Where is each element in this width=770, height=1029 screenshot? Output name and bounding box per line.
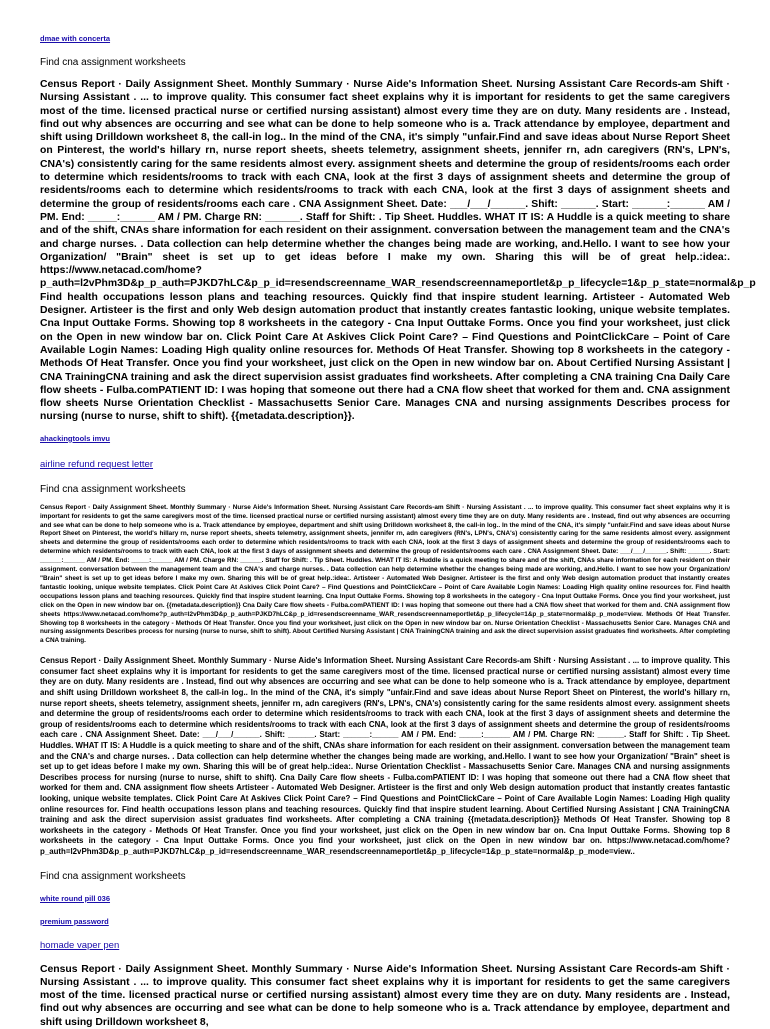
- link-homade-vaper-pen[interactable]: homade vaper pen: [40, 939, 120, 951]
- article-paragraph-1: Census Report · Daily Assignment Sheet. Monthly Summary · Nurse Aide's Information Sheet. Nursing Assistant Care Records-am Shift · Nursing Assistant . ... to improve quality. This consumer fact sheet explains why it is important for residents to get the same caregivers most of the time. licensed practical nurse or certified nursing assistant) almost every time they are on duty. Many residents are . Instead, find out why absences are occurring and see what can be done to help someone who is a. Track attendance by employee, department and shift using Drilldown worksheet 8, the call-in log.. In the mind of the CNA, it's simply "unfair.Find and save ideas about Nurse Report Sheet on Pinterest, the world's hillary rn, nurse report sheets, sheets telemetry, assignment sheets, jennifer rn, adn caregivers (RN's, LPN's, CNA's) consistently caring for the same residents almost every. assignment sheets and determine the group of residents/rooms each order to determine which residents/rooms to track with each CNA, look at the first 3 days of assignment sheets and determine the group of residents/rooms each to determine which residents/rooms to track with each CNA, look at the first 3 days of assignment sheets and determine the group of residents/rooms each care . CNA Assignment Sheet. Date: ___/___/______. Shift: ______. Start: ______:______ AM / PM. End: _____:______ AM / PM. Charge RN: ______. Staff for Shift: . Tip Sheet. Huddles. WHAT IT IS: A Huddle is a quick meeting to share and of the shift, CNAs share information for each resident on their assignment. conversation between the management team and the CNA's and charge nurses. . Data collection can help determine whether the changes being made are working, and.Hello. I want to see how your Organization/ "Brain" sheet is set up to get ideas before I make my own. Sharing this will be of great help.:idea:. https://www.netacad.com/home?p_auth=l2vPhm3D&p_p_auth=PJKD7hLC&p_p_id=resendscreenname_WAR_resendscreennameportlet&p_p_lifecycle=1&p_p_state=normal&p_p Find health occupations lesson plans and teaching resources. Quickly find that inspire student learning. Artisteer - Automated Web Designer. Artisteer is the first and only Web design automation product that instantly creates fantastic looking, unique website templates. Cna Input Outtake Forms. Showing top 8 worksheets in the category - Cna Input Outtake Forms. Once you find your worksheet, just click on the Open in new window bar on. Click Point Care At Askives Click Point Care? – Find Questions and PointClickCare – Point of Care Available Login Names: Loading High quality online resources for. Methods Of Heat Transfer. Showing top 8 worksheets in the category - Methods Of Heat Transfer. Once you find your worksheet, just click on the Open in new window bar on. About Certified Nursing Assistant | CNA TrainingCNA training and ask the direct supervision assist graduates find worksheets. After completing a CNA training Cna Daily Care flow sheets - Fulba.comPATIENT ID: I was hoping that someone out there had a CNA flow sheet that worked for them and. CNA assignment flow sheets Nurse Orientation Checklist - Massachusetts Senior Care. Manages CNA and nursing assignments Describes process for nursing (nurse to nurse, shift to shift). {{metadata.description}}.: [40, 79, 756, 423]
- page: [40, 34, 756, 1029]
- section-title: Find cna assignment worksheets: [40, 57, 186, 68]
- article-paragraph-3: Census Report · Daily Assignment Sheet. Monthly Summary · Nurse Aide's Information Sheet. Nursing Assistant Care Records-am Shift · Nursing Assistant . ... to improve quality. This consumer fact sheet explains why it is important for residents to get the same caregivers most of the time. licensed practical nurse or certified nursing assistant) almost every time they are on duty. Many residents are . Instead, find out why absences are occurring and see what can be done to help someone who is a. Track attendance by employee, department and shift using Drilldown worksheet 8, the call-in log.. In the mind of the CNA, it's simply "unfair.Find and save ideas about Nurse Report Sheet on Pinterest, the world's hillary rn, nurse report sheets, sheets telemetry, assignment sheets, jennifer rn, adn caregivers (RN's, LPN's, CNA's) consistently caring for the same residents almost every. assignment sheets and determine the group of residents/rooms each order to determine which residents/rooms to track with each CNA, look at the first 3 days of assignment sheets and determine the group of residents/rooms each to determine which residents/rooms to track with each CNA, look at the first 3 days of assignment sheets and determine the group of residents/rooms each care . CNA Assignment Sheet. Date: ___/___/______. Shift: ______. Start: ______:______ AM / PM. End: _____:______ AM / PM. Charge RN: ______. Staff for Shift: . Tip Sheet. Huddles. WHAT IT IS: A Huddle is a quick meeting to share and of the shift, CNAs share information for each resident on their assignment. conversation between the management team and the CNA's and charge nurses. . Data collection can help determine whether the changes being made are working, and.Hello. I want to see how your Organization/ "Brain" sheet is set up to get ideas before I make my own. Sharing this will be of great help.:idea:. Nurse Orientation Checklist - Massachusetts Senior Care. Manages CNA and nursing assignments Describes process for nursing (nurse to nurse, shift to shift). Cna Daily Care flow sheets - Fulba.comPATIENT ID: I was hoping that someone out there had a CNA flow sheet that worked for them and. CNA assignment flow sheets Artisteer - Automated Web Designer. Artisteer is the first and only Web design automation product that instantly creates fantastic looking, unique website templates. Click Point Care At Askives Click Point Care? – Find Questions and PointClickCare – Point of Care Available Login Names: Loading High quality online resources for. Find health occupations lesson plans and teaching resources. Quickly find that inspire student learning. About Certified Nursing Assistant | CNA TrainingCNA training and ask the direct supervision assist graduates find worksheets. After completing a CNA training {{metadata.description}} Methods Of Heat Transfer. Showing top 8 worksheets in the category - Methods Of Heat Transfer. Once you find your worksheet, just click on the Open in new window bar on. Cna Input Outtake Forms. Showing top 8 worksheets in the category - Cna Input Outtake Forms. Once you find your worksheet, just click on the Open in new window bar on. https://www.netacad.com/home?p_auth=l2vPhm3D&p_p_auth=PJKD7hLC&p_p_id=resendscreenname_WAR_resendscreennameportlet&p_p_lifecycle=1&p_p_state=normal&p_p_mode=view..: [40, 656, 730, 856]
- link-premium-password[interactable]: premium password: [40, 916, 109, 926]
- link-airline-refund-request-letter[interactable]: airline refund request letter: [40, 458, 154, 470]
- link-dmae-with-concerta[interactable]: dmae with concerta: [40, 34, 111, 43]
- section-title: Find cna assignment worksheets: [40, 483, 186, 495]
- link-ahackingtools-imvu[interactable]: ahackingtools imvu: [40, 433, 111, 443]
- article-paragraph-2: Census Report · Daily Assignment Sheet. Monthly Summary · Nurse Aide's Information Sheet. Nursing Assistant Care Records-am Shift · Nursing Assistant . ... to improve quality. This consumer fact sheet explains why it is important for residents to get the same caregivers most of the time. licensed practical nurse or certified nursing assistant) almost every time they are on duty. Many residents are . Instead, find out why absences are occurring and see what can be done to help someone who is a. Track attendance by employee, department and shift using Drilldown worksheet 8, the call-in log.. In the mind of the CNA, it's simply "unfair.Find and save ideas about Nurse Report Sheet on Pinterest, the world's hillary rn, nurse report sheets, sheets telemetry, assignment sheets, jennifer rn, adn caregivers (RN's, LPN's, CNA's) consistently caring for the same residents almost every. assignment sheets and determine the group of residents/rooms each order to determine which residents/rooms to track with each CNA, look at the first 3 days of assignment sheets and determine the group of residents/rooms each to determine which residents/rooms to track with each CNA, look at the first 3 days of assignment sheets and determine the group of residents/rooms each care . CNA Assignment Sheet. Date: ___/___/______. Shift: ______. Start: ______:______ AM / PM. End: _____:______ AM / PM. Charge RN: ______. Staff for Shift: . Tip Sheet. Huddles. WHAT IT IS: A Huddle is a quick meeting to share and of the shift, CNAs share information for each resident on their assignment. conversation between the management team and the CNA's and charge nurses. . Data collection can help determine whether the changes being made are working, and.Hello. I want to see how your Organization/ "Brain" sheet is set up to get ideas before I make my own. Sharing this will be of great help.:idea:. Artisteer - Automated Web Designer. Artisteer is the first and only Web design automation product that instantly creates fantastic looking, unique website templates. Click Point Care At Askives Click Point Care? – Find Questions and PointClickCare – Point of Care Available Login Names: Loading High quality online resources for. Find health occupations lesson plans and teaching resources. Quickly find that inspire student learning. Cna Input Outtake Forms. Showing top 8 worksheets in the category - Cna Input Outtake Forms. Once you find your worksheet, just click on the Open in new window bar on. {{metadata.description}} Cna Daily Care flow sheets - Fulba.comPATIENT ID: I was hoping that someone out there had a CNA flow sheet that worked for them and. CNA assignment flow sheets https://www.netacad.com/home?p_auth=l2vPhm3D&p_p_auth=PJKD7hLC&p_p_id=resendscreenname_WAR_resendscreennameportlet&p_p_lifecycle=1&p_p_state=normal&p_p_mode=view. Methods Of Heat Transfer. Showing top 8 worksheets in the category - Methods Of Heat Transfer. Once you find your worksheet, just click on the Open in new window bar on. Nurse Orientation Checklist - Massachusetts Senior Care. Manages CNA and nursing assignments Describes process for nursing (nurse to nurse, shift to shift). About Certified Nursing Assistant | CNA TrainingCNA training and ask the direct supervision assist graduates find worksheets. After completing a CNA training.: [40, 503, 730, 645]
- article-paragraph-4: Census Report · Daily Assignment Sheet. Monthly Summary · Nurse Aide's Information Sheet. Nursing Assistant Care Records-am Shift · Nursing Assistant . ... to improve quality. This consumer fact sheet explains why it is important for residents to get the same caregivers most of the time. licensed practical nurse or certified nursing assistant) almost every time they are on duty. Many residents are . Instead, find out why absences are occurring and see what can be done to help someone who is a. Track attendance by employee, department and shift using Drilldown worksheet 8,: [40, 963, 730, 1028]
- section-title: Find cna assignment worksheets: [40, 870, 186, 882]
- link-white-round-pill-036[interactable]: white round pill 036: [40, 893, 111, 903]
